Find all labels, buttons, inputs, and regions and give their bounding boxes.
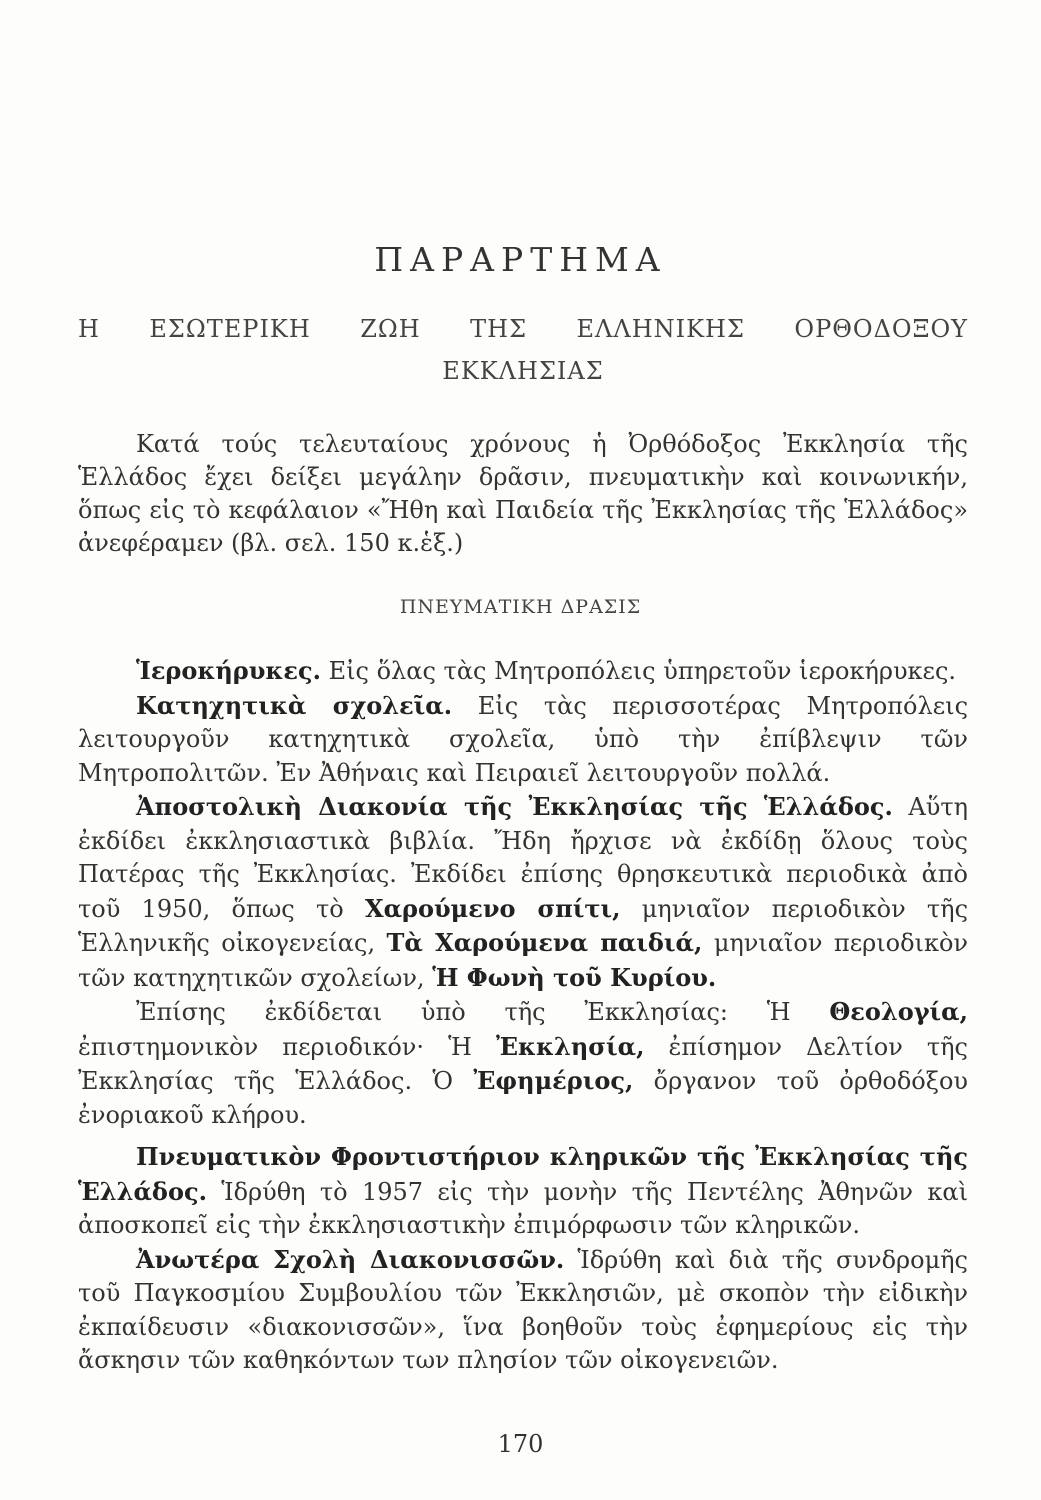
text-publications-4: ὄργανον τοῦ ὀρθοδόξου ἐνοριακοῦ κλήρου.: [78, 1067, 969, 1129]
paragraph-diakonisson: [78, 1243, 968, 1378]
subtitle-line-1: Η ΕΣΩΤΕΡΙΚΗ ΖΩΗ ΤΗΣ ΕΛΛΗΝΙΚΗΣ ΟΡΘΟΔΟΞΟΥ: [78, 315, 968, 343]
text-frontistirion: Ἱδρύθη τὸ 1957 εἰς τὴν μονὴν τῆς Πεντέλης Ἀθηνῶν καὶ ἀποσκοπεῖ εἰς τὴν ἐκκλησιαστικὴν ἐπιμόρφωσιν τῶν κληρικῶν.: [78, 1177, 968, 1239]
text-apostoliki-2: μηνιαῖον περιοδικὸν τῆς Ἑλληνικῆς οἰκογενείας,: [78, 894, 969, 957]
paragraph-apostoliki-diakonia: [78, 790, 968, 995]
text-apostoliki-3: μηνιαῖον περιοδικὸν τῶν κατηχητικῶν σχολείων,: [78, 929, 969, 992]
chapter-subtitle: [78, 308, 968, 392]
text-catechetical-schools: Εἰς τὰς περισσοτέρας Μητροπόλεις λειτουργοῦν κατηχητικὰ σχολεῖα, ὑπὸ τὴν ἐπίβλεψιν τῶν Μητροπολιτῶν. Ἐν Ἀθήναις καὶ Πειραιεῖ λειτουργοῦν πολλά.: [78, 691, 969, 787]
text-publications-3: ἐπίσημον Δελτίον τῆς Ἐκκλησίας τῆς Ἑλλάδος. Ὁ: [78, 1032, 968, 1095]
paragraph-preachers: [78, 654, 968, 689]
term-theologia: Θεολογία,: [829, 997, 968, 1026]
term-ekklisia: Ἐκκλησία,: [496, 1031, 645, 1061]
term-diakonisson: Ἀνωτέρα Σχολὴ Διακονισσῶν.: [136, 1244, 565, 1274]
term-charoumeno-spiti: Χαρούμενο σπίτι,: [364, 893, 621, 923]
text-diakonisson: Ἱδρύθη καὶ διὰ τῆς συνδρομῆς τοῦ Παγκοσμίου Συμβουλίου τῶν Ἐκκλησιῶν, μὲ σκοπὸν τὴν εἰδικὴν ἐκπαίδευσιν «διακονισσῶν», ἵνα βοηθοῦν τοὺς ἐφημερίους εἰς τὴν ἄσκησιν τῶν καθηκόντων των πλησίον τῶν οἰκογενειῶν.: [78, 1245, 968, 1374]
term-catechetical-schools: Κατηχητικὰ σχολεῖα.: [136, 690, 453, 720]
term-charoumena-paidia: Τὰ Χαρούμενα παιδιά,: [386, 928, 703, 957]
page-title: ΠΑΡΑΡΤΗΜΑ: [374, 240, 667, 279]
term-efimerios: Ἐφημέριος,: [473, 1066, 634, 1095]
term-frontistirion: Πνευματικὸν Φροντιστήριον κληρικῶν τῆς Ἐκκλησίας τῆς Ἑλλάδος.: [78, 1142, 968, 1206]
text-publications-2: ἐπιστημονικὸν περιοδικόν· Ἡ: [78, 1032, 497, 1061]
paragraph-publications: [78, 995, 968, 1132]
paragraph-frontistirion: [78, 1140, 968, 1243]
text-apostoliki-1: Αὕτη ἐκδίδει ἐκκλησιαστικὰ βιβλία. Ἤδη ἤρχισε νὰ ἐκδίδῃ ὅλους τοὺς Πατέρας τῆς Ἐκκλησίας. Ἐκδίδει ἐπίσης θρησκευτικὰ περιοδικὰ ἀπὸ τοῦ 1950, ὅπως τὸ: [78, 793, 968, 923]
page-number: 170: [497, 1430, 544, 1458]
paragraph-catechetical-schools: [78, 689, 968, 791]
subtitle-line-2: ΕΚΚΛΗΣΙΑΣ: [442, 357, 604, 385]
intro-paragraph: Κατά τούς τελευταίους χρόνους ἡ Ὀρθόδοξος Ἐκκλησία τῆς Ἑλλάδος ἔχει δείξει μεγάλην δρᾶσιν, πνευματικὴν καὶ κοινωνικήν, ὅπως εἰς τὸ κεφάλαιον «Ἤθη καὶ Παιδεία τῆς Ἐκκλησίας τῆς Ἑλλάδος» ἀνεφέραμεν (βλ. σελ. 150 κ.ἑξ.): [78, 430, 968, 557]
paragraph-block-2: [78, 1140, 968, 1378]
section-heading: ΠΝΕΥΜΑΤΙΚΗ ΔΡΑΣΙΣ: [399, 596, 642, 618]
text-publications-1: Ἐπίσης ἐκδίδεται ὑπὸ τῆς Ἐκκλησίας: Ἡ: [136, 998, 830, 1026]
term-foni-kyriou: Ἡ Φωνὴ τοῦ Κυρίου.: [432, 962, 717, 992]
term-preachers: Ἱεροκήρυκες.: [136, 656, 321, 685]
text-preachers: Εἰς ὅλας τὰς Μητροπόλεις ὑπηρετοῦν ἱεροκήρυκες.: [320, 657, 957, 685]
term-apostoliki-diakonia: Ἀποστολικὴ Διακονία τῆς Ἐκκλησίας τῆς Ἑλλάδος.: [136, 792, 893, 821]
paragraph-block-1: [78, 654, 968, 1132]
